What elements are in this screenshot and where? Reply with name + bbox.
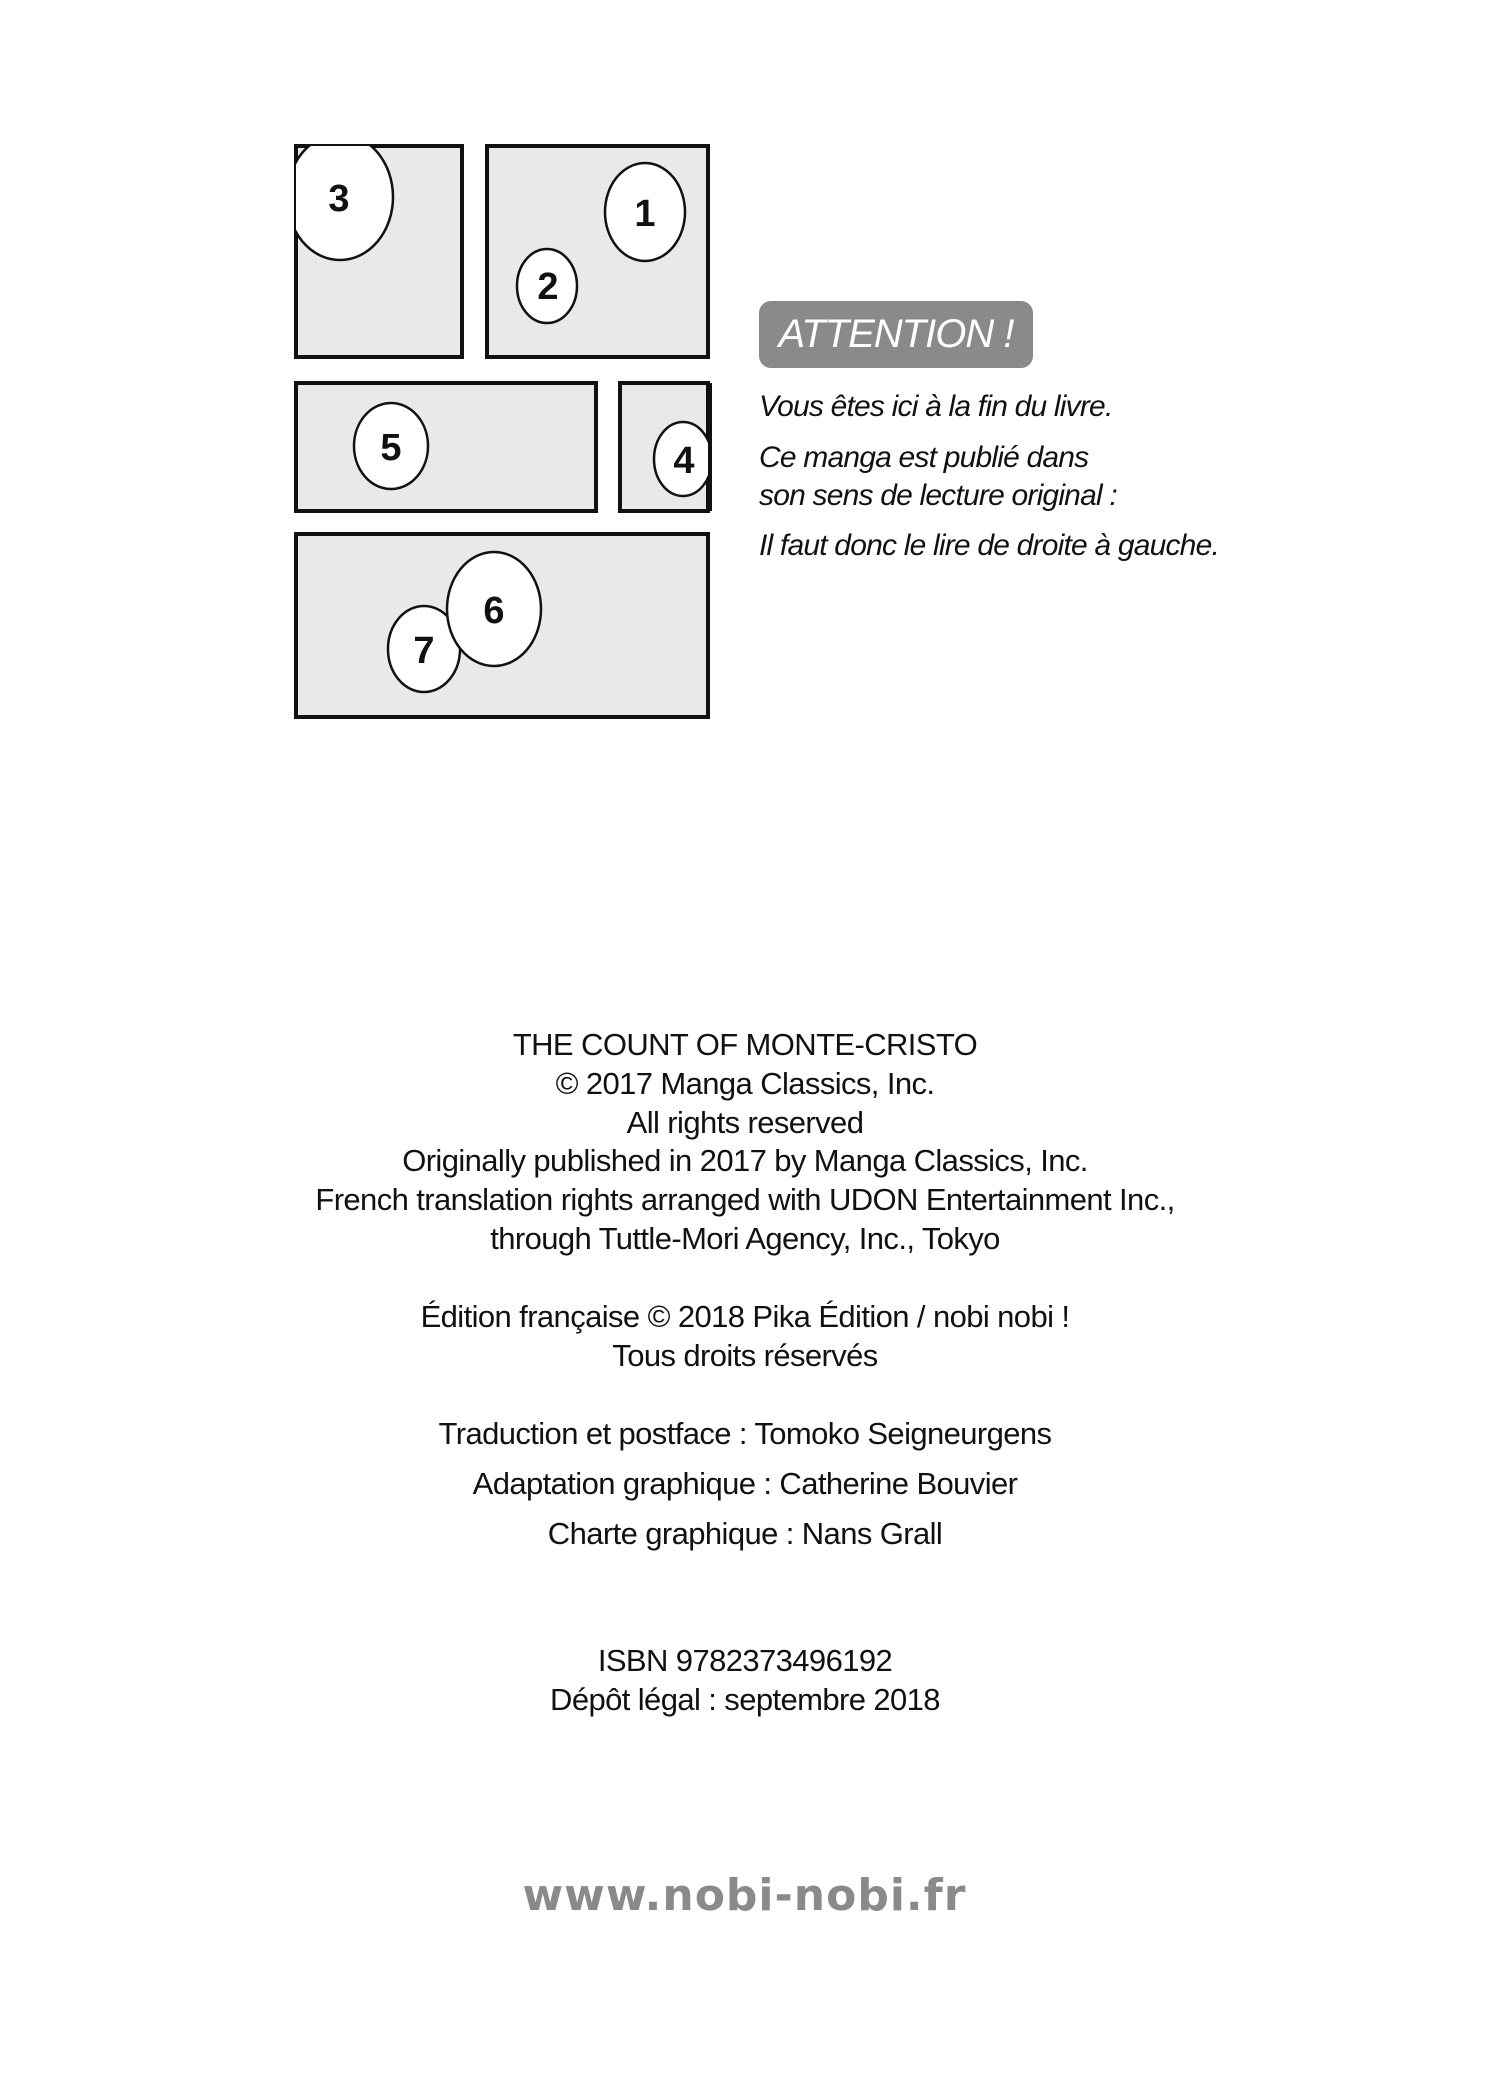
notice-line: Il faut donc le lire de droite à gauche. xyxy=(759,529,1219,562)
legal-deposit: Dépôt légal : septembre 2018 xyxy=(550,1682,940,1717)
copyright-line: French translation rights arranged with UDON Entertainment Inc., xyxy=(315,1182,1175,1217)
staff-credit-design: Charte graphique : Nans Grall xyxy=(547,1516,943,1551)
panel-5 xyxy=(296,383,596,511)
reading-order-diagram xyxy=(0,0,1500,760)
panel-number-3: 3 xyxy=(328,178,350,220)
panel-number-6: 6 xyxy=(483,590,505,632)
copyright-line: All rights reserved xyxy=(626,1105,864,1140)
isbn: ISBN 9782373496192 xyxy=(597,1643,893,1678)
copyright-line: Originally published in 2017 by Manga Classics, Inc. xyxy=(402,1143,1088,1178)
panel-number-5: 5 xyxy=(380,427,402,469)
attention-badge: ATTENTION ! xyxy=(759,301,1033,368)
notice-line: son sens de lecture original : xyxy=(759,479,1117,512)
notice-line: Vous êtes ici à la fin du livre. xyxy=(759,390,1113,423)
copyright-title: THE COUNT OF MONTE-CRISTO xyxy=(512,1027,978,1062)
french-edition-line: Tous droits réservés xyxy=(612,1338,878,1373)
copyright-line: © 2017 Manga Classics, Inc. xyxy=(555,1066,935,1101)
staff-credit-adaptation: Adaptation graphique : Catherine Bouvier xyxy=(472,1466,1018,1501)
panel-number-4: 4 xyxy=(673,440,695,482)
panel-number-2: 2 xyxy=(537,266,559,308)
french-edition-line: Édition française © 2018 Pika Édition / nobi nobi ! xyxy=(420,1299,1070,1334)
panel-number-1: 1 xyxy=(634,193,656,235)
copyright-line: through Tuttle-Mori Agency, Inc., Tokyo xyxy=(490,1221,1000,1256)
panel-number-7: 7 xyxy=(413,630,435,672)
notice-line: Ce manga est publié dans xyxy=(759,441,1089,474)
staff-credit-translation: Traduction et postface : Tomoko Seigneurgens xyxy=(438,1416,1052,1451)
website-logo: www.nobi-nobi.fr xyxy=(522,1870,967,1921)
